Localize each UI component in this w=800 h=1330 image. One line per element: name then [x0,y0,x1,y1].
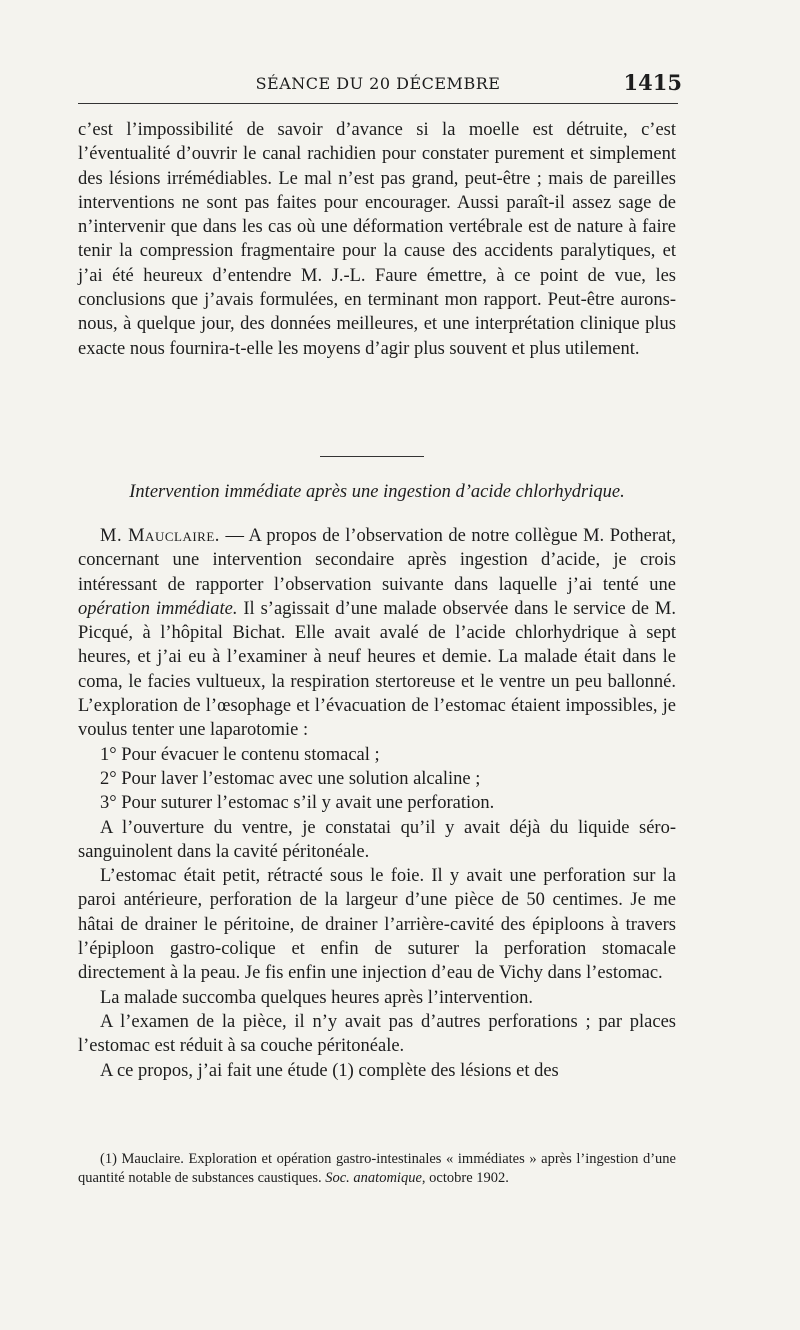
list-item: 1° Pour évacuer le contenu stomacal ; [100,744,380,765]
intro-italic: opération immédiate. [78,598,238,619]
running-head [78,70,682,98]
continued-paragraph: c’est l’impossibilité de savoir d’avance si la moelle est détruite, c’est l’éventualité d’ouvrir le canal rachidien pour constater purement et simplement des lésions irrémédiables. Le mal n’est pas grand, peut-être ; mais de pareilles interventions ne sont pas faites pour encourager. Aussi paraît-il assez sage de n’intervenir que dans les cas où une déformation vertébrale est de nature à faire tenir la compression fragmentaire pour la cause des accidents paralytiques, et j’ai été heureux d’entendre M. J.-L. Faure émettre, à ce point de vue, les conclusions que j’avais formulées, en terminant mon rapport. Peut-être aurons-nous, à quelque jour, des données meilleures, et une interprétation clinique plus exacte nous fournira-t-elle les moyens d’agir plus souvent et plus utilement. [78,120,676,359]
intro-text-2: Il s’agissait d’une malade observée dans le service de M. Picqué, à l’hôpital Bichat. Elle avait avalé de l’acide chlorhydrique à sept heures, et j’ai eu à l’examiner à neuf heures et demie. La malade était dans le coma, le facies vultueux, la respiration stertoreuse et le ventre un peu ballonné. L’exploration de l’œsophage et l’évacuation de l’estomac étaient impossibles, je voulus tenter une laparotomie : [78,598,676,741]
section-separator [320,456,424,457]
footnote-text [78,1150,676,1188]
section-title: Intervention immédiate après une ingestion d’acide chlorhydrique. [129,482,625,502]
exam-paragraph: A l’examen de la pièce, il n’y avait pas d’autres perforations ; par places l’estomac est réduit à sa couche péritonéale. [78,1011,676,1057]
header-rule [78,103,678,104]
intro-paragraph [78,524,676,743]
footnote-text-1: (1) Mauclaire. Exploration et opération gastro-intestinales « immédiates » après l’ingestion d’une quantité notable de substances caustiques. [78,1151,676,1186]
page-number: 1415 [623,70,682,95]
footnote-italic: Soc. anatomique [325,1170,422,1186]
continued-paragraph-block [78,118,676,361]
article-body [78,524,676,1083]
study-paragraph: A ce propos, j’ai fait une étude (1) complète des lésions et des [100,1060,559,1081]
running-title: SÉANCE DU 20 DÉCEMBRE [255,74,501,93]
list-item: 3° Pour suturer l’estomac s’il y avait une perforation. [100,793,495,814]
list-item: 2° Pour laver l’estomac avec une solution alcaline ; [100,768,481,789]
stomach-paragraph: L’estomac était petit, rétracté sous le foie. Il y avait une perforation sur la paroi antérieure, perforation de la largeur d’une pièce de 50 centimes. Je me hâtai de drainer le péritoine, de drainer l’arrière-cavité des épiploons à travers l’épiploon gastro-colique et enfin de suturer la perforation stomacale directement à la peau. Je fis enfin une injection d’eau de Vichy dans l’estomac. [78,866,676,984]
footnote-text-2: , octobre 1902. [421,1170,509,1186]
intro-text-1: — A propos de l’observation de notre collègue M. Potherat, concernant une intervention secondaire après ingestion d’acide, je crois intéressant de rapporter l’observation suivante dans laquelle j’ai tenté une [78,526,676,595]
opening-paragraph: A l’ouverture du ventre, je constatai qu’il y avait déjà du liquide séro-sanguinolent dans la cavité péritonéale. [78,817,676,862]
speaker-name: M. Mauclaire. [100,526,220,546]
death-paragraph: La malade succomba quelques heures après l’intervention. [100,987,534,1008]
footnote [78,1150,676,1188]
